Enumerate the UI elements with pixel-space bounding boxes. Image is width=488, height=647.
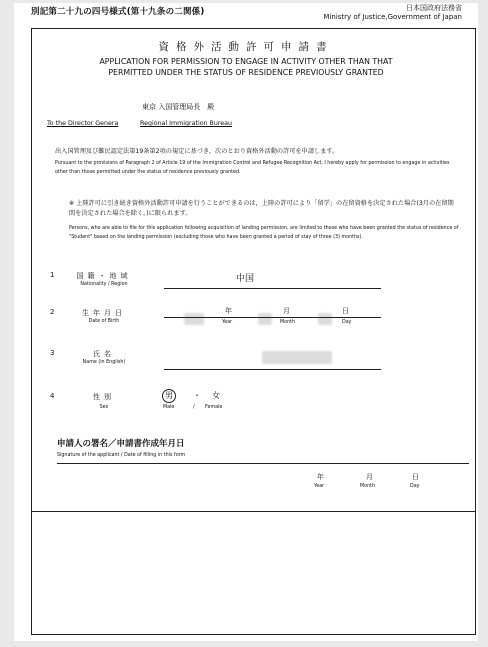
title-en-line2: PERMITTED UNDER THE STATUS OF RESIDENCE PREVIOUSLY GRANTED (108, 68, 384, 77)
female-option[interactable]: 女 (212, 391, 220, 400)
name-label-jp: 氏名 (93, 350, 115, 358)
female-label-en: Female (205, 405, 223, 410)
bottom-divider (32, 511, 475, 512)
signature-line (57, 463, 469, 464)
sex-separator: ・ (193, 391, 201, 400)
sign-year-jp: 年 (317, 473, 324, 481)
dob-month-en: Month (280, 320, 296, 325)
sign-month-jp: 月 (366, 473, 373, 481)
sex-slash: / (193, 405, 195, 410)
nationality-label-jp: 国籍・地域 (76, 272, 132, 280)
issuer-en: Ministry of Justice,Government of Japan (323, 13, 462, 21)
title-en (14, 56, 478, 78)
intro-jp: 出入国管理及び難民認定法第19条第2項の規定に基づき，次のとおり資格外活動の許可を申請します。 (55, 148, 339, 155)
sign-month-en: Month (360, 484, 376, 489)
item-number-1: 1 (50, 271, 55, 279)
dob-label-jp: 生年月日 (82, 309, 126, 317)
signature-label-en: Signature of the applicant / Date of filling in this form (57, 453, 186, 458)
sex-label-en: Sex (99, 405, 109, 410)
male-option[interactable]: 男 (162, 389, 176, 403)
nationality-line (164, 288, 381, 289)
addressee-en-to: To the Director Genera (47, 120, 119, 127)
issuer-jp: 日本国政府法務省 (406, 4, 462, 12)
sign-day-jp: 日 (412, 473, 419, 481)
addressee-jp: 東京 入国管理局長 殿 (142, 103, 215, 111)
dob-year-redacted (184, 313, 204, 325)
intro-en: Pursuant to the provisions of Paragraph 2 of Article 19 of the Immigration Control and Refugee Recognition Act, I hereby apply for permission to engage in activities other than those permitted under the status of residence previously granted. (55, 161, 450, 175)
issuer (323, 4, 462, 22)
sign-day-en: Day (410, 484, 420, 489)
dob-day-en: Day (342, 320, 352, 325)
title-jp: 資格外活動許可申請書 (158, 41, 334, 53)
form-page (14, 3, 478, 641)
title-en-line1: APPLICATION FOR PERMISSION TO ENGAGE IN ACTIVITY OTHER THAN THAT (99, 57, 393, 66)
item-number-4: 4 (50, 392, 55, 400)
name-label-en: Name (in English) (82, 360, 126, 365)
note-en: Persons, who are able to file for this application following acquisition of landing permission, are limited to those who have been granted the status of residence of "Student" based on the landing permission (excluding those who have been granted a period of stay of three (3) months). (69, 226, 459, 240)
sign-year-en: Year (314, 484, 325, 489)
sex-label-jp: 性別 (93, 393, 115, 401)
name-redacted (262, 351, 332, 364)
dob-year-jp: 年 (225, 307, 232, 315)
dob-day-jp: 日 (342, 307, 349, 315)
dob-month-jp: 月 (283, 307, 290, 315)
item-number-2: 2 (50, 308, 55, 316)
dob-day-redacted (318, 313, 332, 325)
dob-month-redacted (258, 313, 272, 325)
item-number-3: 3 (50, 349, 55, 357)
dob-line (164, 317, 381, 318)
form-number: 別記第二十九の四号様式(第十九条の二関係) (31, 7, 205, 17)
dob-label-en: Date of Birth (88, 319, 120, 324)
name-line (164, 369, 381, 370)
signature-label-jp: 申請人の署名／申請書作成年月日 (57, 439, 185, 449)
addressee-en-bureau: Regional Immigration Bureau (140, 120, 233, 127)
nationality-label-en: Nationality / Region (80, 282, 128, 287)
male-label-en: Male (163, 405, 175, 410)
note-jp: ※ 上陸許可に引き続き資格外活動許可申請を行うことができるのは，上陸の許可により「留学」の在留資格を決定された場合(3月の在留期間を決定された場合を除く。)に限られます。 (69, 200, 454, 217)
dob-year-en: Year (222, 320, 233, 325)
nationality-value[interactable]: 中国 (236, 274, 255, 284)
